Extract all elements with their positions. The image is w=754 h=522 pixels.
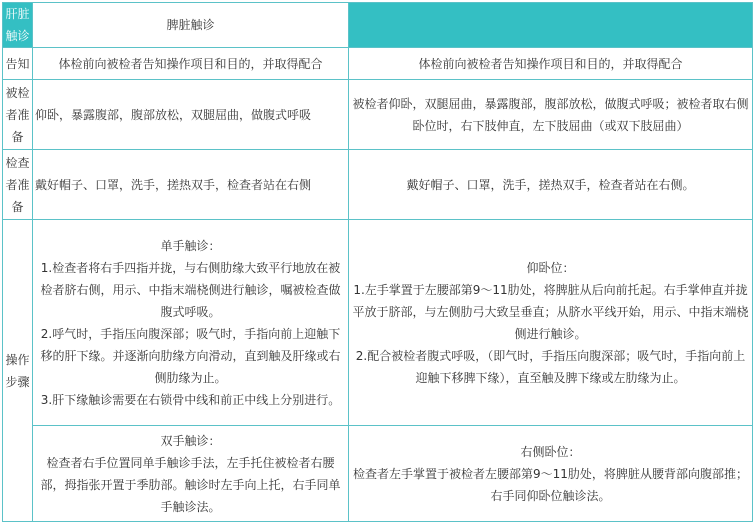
liver-double-body: 检查者右手位置同单手触诊手法，左手托住被检者右腰部，拇指张开置于季肋部。触诊时左手向上托，右手同单手触诊法。 — [40, 455, 341, 514]
row-label-examiner-prep: 检查者准备 — [3, 150, 33, 220]
examiner-prep-liver-cell: 戴好帽子、口罩，洗手，搓热双手，检查者站在右侧 — [33, 150, 349, 220]
table-row — [3, 48, 753, 80]
patient-prep-liver-cell: 仰卧，暴露腹部，腹部放松，双腿屈曲，做腹式呼吸 — [33, 80, 349, 150]
liver-double-title: 双手触诊： — [160, 433, 221, 448]
header-row — [3, 3, 753, 48]
patient-prep-spleen-cell: 被检者仰卧，双腿屈曲，暴露腹部，腹部放松，做腹式呼吸；被检者取右侧卧位时，右下肢伸直，左下肢屈曲（或双下肢屈曲） — [349, 80, 753, 150]
row-label-patient-prep: 被检者准备 — [3, 80, 33, 150]
header-liver: 肝脏触诊 — [3, 3, 33, 48]
steps-liver-single-cell — [33, 220, 349, 426]
spleen-lateral-body: 检查者左手掌置于被检者左腰部第9～11肋处，将脾脏从腰背部向腹部推；右手同仰卧位触诊法。 — [353, 466, 748, 503]
examiner-prep-spleen-cell: 戴好帽子、口罩，洗手，搓热双手，检查者站在右侧。 — [349, 150, 753, 220]
table-row — [3, 426, 753, 522]
table-row — [3, 80, 753, 150]
steps-liver-double-cell — [33, 426, 349, 522]
spleen-supine-step-1: 1.左手掌置于左腰部第9～11肋处，将脾脏从后向前托起。右手掌伸直并拢平放于脐部，与左侧肋弓大致呈垂直；从脐水平线开始，用示、中指末端桡侧进行触诊。 — [352, 282, 749, 341]
header-blank — [349, 3, 753, 48]
inform-liver-cell: 体检前向被检者告知操作项目和目的，并取得配合 — [33, 48, 349, 80]
liver-single-step-3: 3.肝下缘触诊需要在右锁骨中线和前正中线上分别进行。 — [40, 392, 341, 407]
liver-single-step-2: 2.呼气时，手指压向腹深部；吸气时，手指向前上迎触下移的肝下缘。并逐渐向肋缘方向滑动，直到触及肝缘或右侧肋缘为止。 — [40, 326, 341, 385]
comparison-table — [2, 2, 753, 522]
inform-spleen-cell: 体检前向被检者告知操作项目和目的，并取得配合 — [349, 48, 753, 80]
row-label-steps: 操作步骤 — [3, 220, 33, 522]
spleen-lateral-title: 右侧卧位： — [520, 444, 581, 459]
liver-single-title: 单手触诊： — [160, 238, 221, 253]
liver-single-step-1: 1.检查者将右手四指并拢，与右侧肋缘大致平行地放在被检者脐右侧，用示、中指末端桡侧进行触诊，嘱被检查做腹式呼吸。 — [40, 260, 341, 319]
row-label-inform: 告知 — [3, 48, 33, 80]
steps-spleen-supine-cell — [349, 220, 753, 426]
table-row — [3, 220, 753, 426]
header-spleen: 脾脏触诊 — [33, 3, 349, 48]
spleen-supine-step-2: 2.配合被检者腹式呼吸，（即气时，手指压向腹深部；吸气时，手指向前上迎触下移脾下缘），直至触及脾下缘或左肋缘为止。 — [355, 348, 746, 385]
spleen-supine-title: 仰卧位： — [526, 260, 575, 275]
table-row — [3, 150, 753, 220]
steps-spleen-lateral-cell — [349, 426, 753, 522]
